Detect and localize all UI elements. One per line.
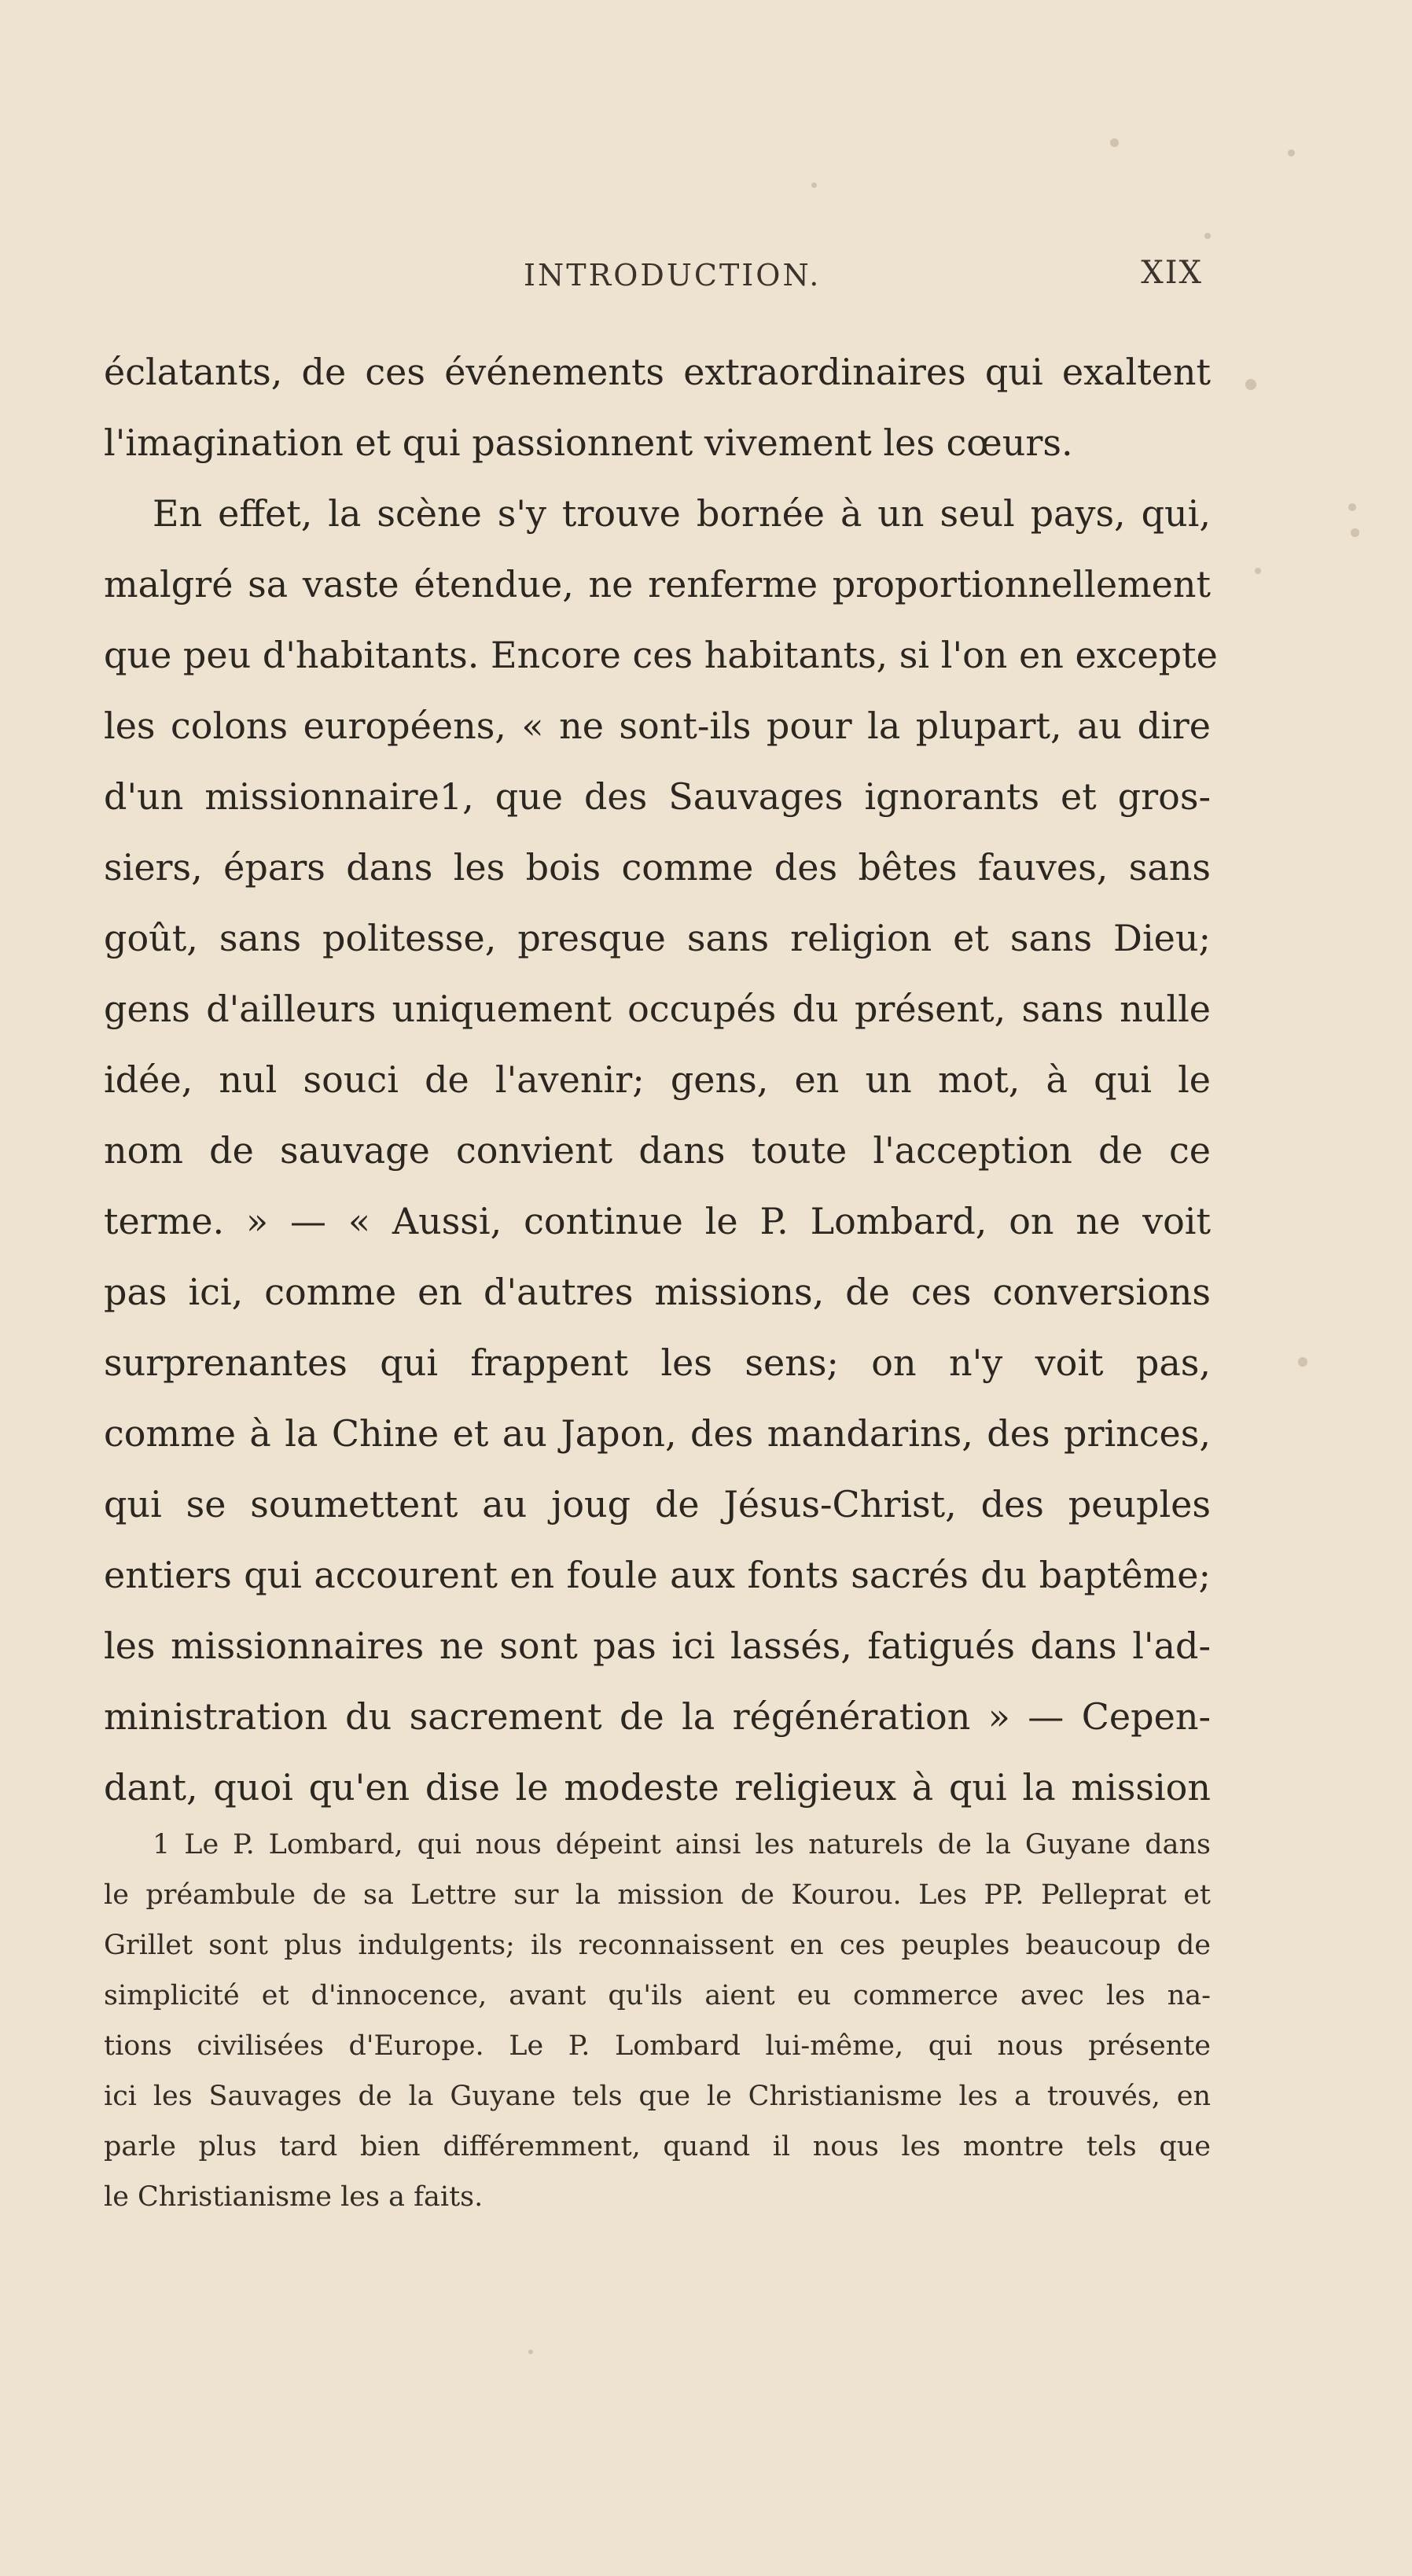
- text-line: nom de sauvage convient dans toute l'acception de ce: [104, 1129, 1211, 1172]
- text-line: qui se soumettent au joug de Jésus-Christ, des peuples: [104, 1483, 1211, 1525]
- text-line: éclatants, de ces événements extraordinaires qui exaltent: [104, 351, 1211, 393]
- footnote-line: tions civilisées d'Europe. Le P. Lombard lui-même, qui nous présente: [104, 2030, 1211, 2062]
- foxing-spot: [811, 182, 817, 188]
- page-number: XIX: [1141, 255, 1203, 291]
- text-line: surprenantes qui frappent les sens; on n'y voit pas,: [104, 1341, 1211, 1384]
- text-line: dant, quoi qu'en dise le modeste religieux à qui la mission: [104, 1766, 1211, 1809]
- text-line: que peu d'habitants. Encore ces habitants, si l'on en excepte: [104, 634, 1218, 676]
- text-line: d'un missionnaire1, que des Sauvages ignorants et gros-: [104, 775, 1211, 818]
- text-line: malgré sa vaste étendue, ne renferme proportionnellement: [104, 563, 1211, 605]
- footnote-line: le préambule de sa Lettre sur la mission de Kourou. Les PP. Pelleprat et: [104, 1879, 1211, 1911]
- text-line: gens d'ailleurs uniquement occupés du présent, sans nulle: [104, 988, 1211, 1030]
- text-line: entiers qui accourent en foule aux fonts sacrés du baptême;: [104, 1554, 1211, 1596]
- text-line: pas ici, comme en d'autres missions, de ces conversions: [104, 1271, 1211, 1313]
- running-head: INTRODUCTION.: [524, 258, 822, 293]
- footnote-line: ici les Sauvages de la Guyane tels que le Christianisme les a trouvés, en: [104, 2081, 1211, 2112]
- text-line: idée, nul souci de l'avenir; gens, en un mot, à qui le: [104, 1058, 1211, 1101]
- foxing-spot: [1245, 379, 1256, 390]
- footnotes: [104, 1820, 1211, 2222]
- foxing-spot: [1204, 233, 1211, 239]
- text-line: comme à la Chine et au Japon, des mandarins, des princes,: [104, 1412, 1211, 1455]
- text-line: les colons européens, « ne sont-ils pour la plupart, au dire: [104, 705, 1211, 747]
- text-line: En effet, la scène s'y trouve bornée à un seul pays, qui,: [153, 492, 1211, 535]
- text-line: goût, sans politesse, presque sans religion et sans Dieu;: [104, 917, 1211, 959]
- foxing-spot: [1110, 138, 1119, 147]
- page-header: [120, 253, 1211, 300]
- text-line: les missionnaires ne sont pas ici lassés, fatigués dans l'ad-: [104, 1625, 1211, 1667]
- footnote-line: le Christianisme les a faits.: [104, 2181, 484, 2213]
- text-line: terme. » — « Aussi, continue le P. Lombard, on ne voit: [104, 1200, 1211, 1242]
- footnote-line: 1 Le P. Lombard, qui nous dépeint ainsi les naturels de la Guyane dans: [153, 1829, 1211, 1860]
- footnote-line: parle plus tard bien différemment, quand il nous les montre tels que: [104, 2131, 1211, 2162]
- foxing-spot: [1351, 528, 1359, 537]
- foxing-spot: [1288, 149, 1295, 156]
- text-line: ministration du sacrement de la régénération » — Cepen-: [104, 1695, 1211, 1738]
- footnote-line: simplicité et d'innocence, avant qu'ils aient eu commerce avec les na-: [104, 1980, 1211, 2011]
- foxing-spot: [1255, 568, 1261, 574]
- text-line: l'imagination et qui passionnent vivement les cœurs.: [104, 421, 1073, 464]
- footnote-line: Grillet sont plus indulgents; ils reconnaissent en ces peuples beaucoup de: [104, 1930, 1211, 1961]
- foxing-spot: [1298, 1357, 1307, 1367]
- foxing-spot: [528, 2350, 533, 2354]
- text-line: siers, épars dans les bois comme des bêtes fauves, sans: [104, 846, 1211, 889]
- foxing-spot: [1348, 503, 1356, 511]
- body-text: [104, 337, 1218, 1823]
